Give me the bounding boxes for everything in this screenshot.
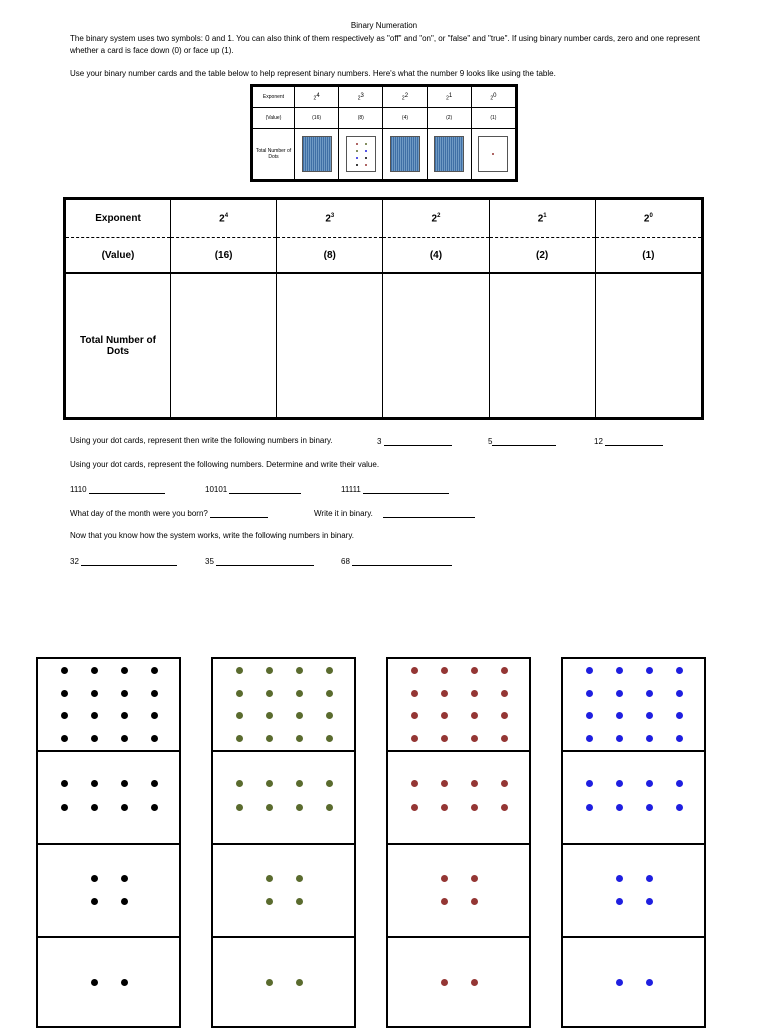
dot <box>646 712 653 719</box>
dot <box>411 712 418 719</box>
dot-card[interactable] <box>36 936 181 1028</box>
dot <box>121 690 128 697</box>
dots-cell[interactable] <box>277 273 383 418</box>
dot-card[interactable] <box>211 657 356 752</box>
exponent-cell: $2^3$ <box>277 200 383 238</box>
dot <box>676 712 683 719</box>
question-4: Now that you know how the system works, write the following numbers in binary. <box>70 531 354 540</box>
dot <box>121 979 128 986</box>
dot <box>471 804 478 811</box>
q1-item: 5 <box>488 437 493 446</box>
dot-card[interactable] <box>561 843 706 938</box>
dot <box>586 690 593 697</box>
example-value-cell: (2) <box>427 108 471 129</box>
dot <box>365 150 367 152</box>
dot-card[interactable] <box>561 657 706 752</box>
dot <box>91 780 98 787</box>
dot <box>296 804 303 811</box>
example-row-label-value: (Value) <box>253 108 295 129</box>
dot <box>356 164 358 166</box>
dot <box>326 712 333 719</box>
dot <box>646 875 653 882</box>
dot <box>151 804 158 811</box>
dot <box>646 804 653 811</box>
example-exponent-cell: $2^2$ <box>383 87 427 108</box>
q4-item: 35 <box>205 557 214 566</box>
dot <box>91 898 98 905</box>
dot <box>471 898 478 905</box>
exponent-cell: $2^2$ <box>383 200 489 238</box>
dot-card[interactable] <box>561 936 706 1028</box>
dot <box>441 875 448 882</box>
dot-card[interactable] <box>36 843 181 938</box>
dot <box>121 712 128 719</box>
dots-cell[interactable] <box>489 273 595 418</box>
question-2: Using your dot cards, represent the following numbers. Determine and write their value. <box>70 460 380 469</box>
answer-blank[interactable] <box>492 436 556 446</box>
dot <box>676 804 683 811</box>
example-value-cell: (1) <box>471 108 515 129</box>
dot-card[interactable] <box>36 750 181 845</box>
q2-item: 1110 <box>70 485 87 494</box>
dot <box>586 780 593 787</box>
dot <box>326 667 333 674</box>
card-face-down <box>390 136 420 172</box>
dot <box>296 735 303 742</box>
dot <box>471 979 478 986</box>
question-3-binary: Write it in binary. <box>314 509 373 518</box>
example-value-cell: (16) <box>295 108 339 129</box>
dots-cell[interactable] <box>383 273 489 418</box>
dot <box>616 780 623 787</box>
dot <box>501 690 508 697</box>
dot <box>501 735 508 742</box>
dot <box>616 667 623 674</box>
dot-card[interactable] <box>386 843 531 938</box>
row-label-dots: Total Number of Dots <box>66 273 171 418</box>
answer-blank[interactable] <box>352 556 452 566</box>
dot <box>616 875 623 882</box>
example-exponent-cell: $2^1$ <box>427 87 471 108</box>
dot <box>326 804 333 811</box>
q2-item: 11111 <box>341 485 361 494</box>
answer-blank[interactable] <box>210 508 268 518</box>
card-face-up-1 <box>478 136 508 172</box>
dot <box>91 735 98 742</box>
dot-card[interactable] <box>561 750 706 845</box>
dot <box>646 735 653 742</box>
dot <box>471 690 478 697</box>
dot <box>501 804 508 811</box>
dot <box>676 735 683 742</box>
q4-item: 32 <box>70 557 79 566</box>
dot <box>501 780 508 787</box>
answer-blank[interactable] <box>605 436 663 446</box>
dot <box>121 780 128 787</box>
dot <box>586 712 593 719</box>
dot <box>236 690 243 697</box>
dot <box>61 735 68 742</box>
dot <box>646 979 653 986</box>
dot <box>676 667 683 674</box>
dot <box>356 157 358 159</box>
dot <box>411 735 418 742</box>
dot <box>61 712 68 719</box>
dot <box>266 667 273 674</box>
dot <box>411 690 418 697</box>
dot <box>236 735 243 742</box>
answer-blank[interactable] <box>363 484 449 494</box>
value-cell: (4) <box>383 238 489 274</box>
dot <box>61 690 68 697</box>
dot-card[interactable] <box>386 657 531 752</box>
row-label-value: (Value) <box>66 238 171 274</box>
answer-blank[interactable] <box>384 436 452 446</box>
binary-table <box>63 197 704 420</box>
dot <box>471 875 478 882</box>
dot <box>365 164 367 166</box>
dot <box>441 690 448 697</box>
exponent-cell: $2^0$ <box>595 200 701 238</box>
page-title: Binary Numeration <box>350 21 418 30</box>
card-face-up-8 <box>346 136 376 172</box>
dot <box>266 735 273 742</box>
dot <box>616 804 623 811</box>
answer-blank[interactable] <box>229 484 301 494</box>
q2-item: 10101 <box>205 485 228 494</box>
answer-blank[interactable] <box>81 556 177 566</box>
dot <box>441 804 448 811</box>
dot <box>266 875 273 882</box>
answer-blank[interactable] <box>383 508 475 518</box>
dot-card[interactable] <box>211 750 356 845</box>
value-cell: (8) <box>277 238 383 274</box>
dot <box>676 690 683 697</box>
instruction-paragraph: Use your binary number cards and the table below to help represent binary numbers. Here's what the number 9 looks like using the table. <box>70 69 556 78</box>
dot <box>236 667 243 674</box>
row-label-exponent: Exponent <box>66 200 171 238</box>
question-3: What day of the month were you born? <box>70 509 208 518</box>
dot <box>91 712 98 719</box>
dot <box>616 712 623 719</box>
dot <box>411 667 418 674</box>
dot <box>492 153 494 155</box>
dot <box>151 667 158 674</box>
example-exponent-cell: $2^0$ <box>471 87 515 108</box>
dot <box>296 667 303 674</box>
dot <box>236 780 243 787</box>
example-value-cell: (8) <box>339 108 383 129</box>
value-cell: (2) <box>489 238 595 274</box>
dot <box>616 979 623 986</box>
dot <box>646 780 653 787</box>
example-table <box>250 84 518 182</box>
dot-card[interactable] <box>211 936 356 1028</box>
question-1: Using your dot cards, represent then write the following numbers in binary. <box>70 436 333 445</box>
dot <box>121 804 128 811</box>
dot <box>586 735 593 742</box>
dot <box>296 898 303 905</box>
dot <box>151 735 158 742</box>
dot <box>646 667 653 674</box>
dot <box>471 735 478 742</box>
dot <box>91 804 98 811</box>
dot <box>236 804 243 811</box>
intro-paragraph: The binary system uses two symbols: 0 and 1. You can also think of them respectively as "off" and "on", or "false" and "true". If using binary number cards, zero and one represent whether a card is face down (0) or face up (1). <box>70 34 701 55</box>
dot <box>121 735 128 742</box>
dot <box>121 875 128 882</box>
dot <box>471 780 478 787</box>
dot <box>616 690 623 697</box>
dot <box>441 898 448 905</box>
dot <box>296 780 303 787</box>
dot <box>266 712 273 719</box>
dots-cell[interactable] <box>171 273 277 418</box>
dot <box>296 875 303 882</box>
dots-cell[interactable] <box>595 273 701 418</box>
dot <box>501 667 508 674</box>
dot <box>326 780 333 787</box>
dot <box>646 690 653 697</box>
card-face-down <box>302 136 332 172</box>
dot <box>616 735 623 742</box>
dot <box>91 979 98 986</box>
dot <box>151 690 158 697</box>
dot <box>61 780 68 787</box>
answer-blank[interactable] <box>216 556 314 566</box>
dot <box>296 690 303 697</box>
dot <box>151 712 158 719</box>
dot <box>121 898 128 905</box>
dot <box>326 735 333 742</box>
dot <box>441 979 448 986</box>
dot <box>471 667 478 674</box>
dot <box>266 780 273 787</box>
dot <box>151 780 158 787</box>
dot <box>411 804 418 811</box>
dot <box>586 804 593 811</box>
dot <box>296 979 303 986</box>
dot-card[interactable] <box>36 657 181 752</box>
example-exponent-cell: $2^3$ <box>339 87 383 108</box>
dot <box>616 898 623 905</box>
dot <box>326 690 333 697</box>
dot <box>61 804 68 811</box>
example-row-label-dots: Total Number of Dots <box>253 129 295 180</box>
value-cell: (1) <box>595 238 701 274</box>
dot <box>365 157 367 159</box>
dot <box>266 690 273 697</box>
dot <box>441 712 448 719</box>
dot <box>586 667 593 674</box>
dot <box>501 712 508 719</box>
dot <box>121 667 128 674</box>
value-cell: (16) <box>171 238 277 274</box>
dot-card[interactable] <box>386 936 531 1028</box>
answer-blank[interactable] <box>89 484 165 494</box>
dot <box>676 780 683 787</box>
dot <box>411 780 418 787</box>
dot <box>236 712 243 719</box>
dot <box>365 143 367 145</box>
dot <box>266 898 273 905</box>
dot <box>296 712 303 719</box>
card-face-down <box>434 136 464 172</box>
example-exponent-cell: $2^4$ <box>295 87 339 108</box>
dot <box>356 143 358 145</box>
dot <box>356 150 358 152</box>
dot <box>91 875 98 882</box>
dot <box>266 804 273 811</box>
dot <box>471 712 478 719</box>
example-row-label-exponent: Exponent <box>253 87 295 108</box>
q4-item: 68 <box>341 557 350 566</box>
example-value-cell: (4) <box>383 108 427 129</box>
dot <box>266 979 273 986</box>
q1-item: 3 <box>377 437 382 446</box>
dot <box>441 667 448 674</box>
exponent-cell: $2^4$ <box>171 200 277 238</box>
dot <box>646 898 653 905</box>
dot <box>441 780 448 787</box>
dot <box>61 667 68 674</box>
q1-item: 12 <box>594 437 603 446</box>
dot <box>91 690 98 697</box>
dot <box>441 735 448 742</box>
dot-card[interactable] <box>211 843 356 938</box>
dot-card[interactable] <box>386 750 531 845</box>
exponent-cell: $2^1$ <box>489 200 595 238</box>
dot <box>91 667 98 674</box>
